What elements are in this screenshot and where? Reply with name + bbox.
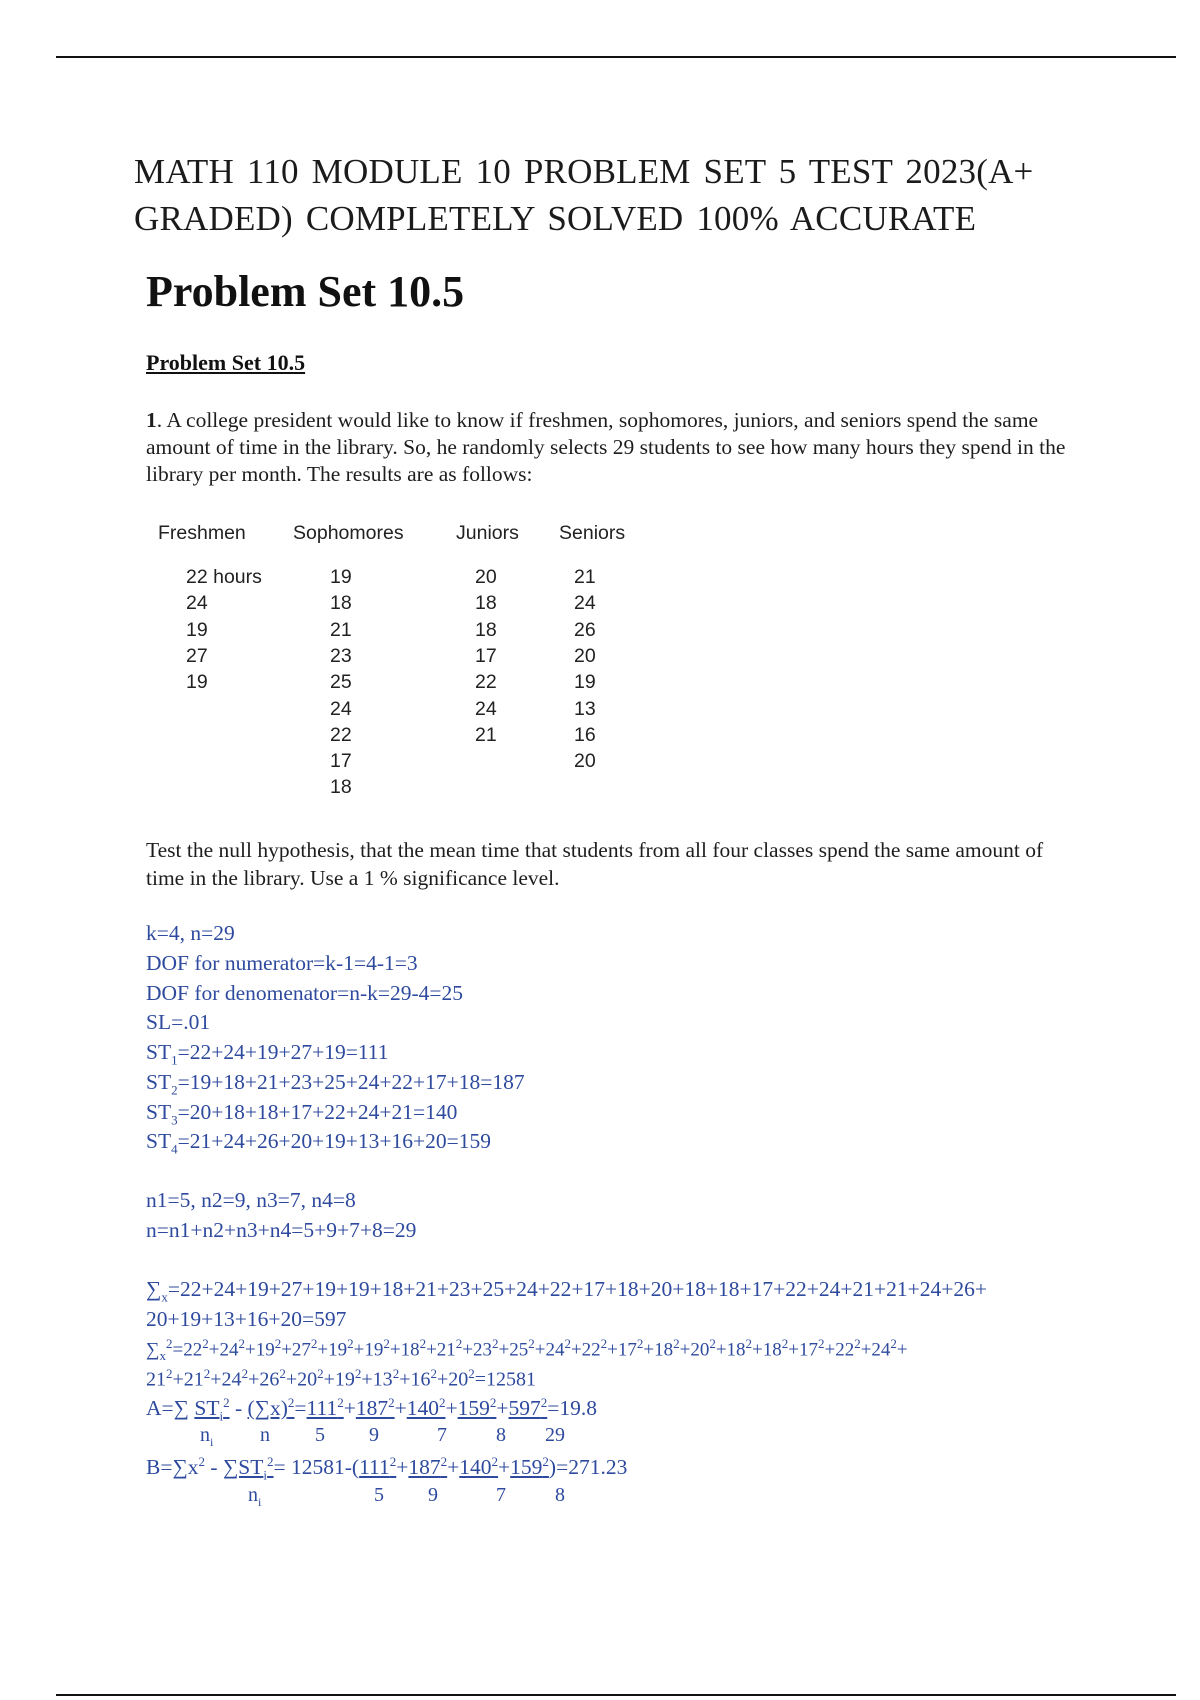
cell-seniors: 13 [574,697,596,720]
dof-denominator-line: DOF for denomenator=n-k=29-4=25 [146,981,464,1005]
top-rule [56,56,1176,58]
cell-freshmen: 19 [186,618,208,641]
a-denom-5: 5 [315,1424,325,1446]
col-header-freshmen: Freshmen [158,522,246,544]
problem-number: 1 [146,408,157,432]
cell-seniors: 16 [574,723,596,746]
a-formula-line: A=∑ $ST_i^2 - (\sum x)^2=111^2+187^2+140^2+159^2+597^2=19.8$ [146,1395,598,1424]
cell-juniors: 20 [475,566,497,588]
st4-line: $ST_4=21+24+26+20+19+13+16+20=159$ [146,1129,491,1157]
document-title: MATH 110 MODULE 10 PROBLEM SET 5 TEST 2023(A+ GRADED) COMPLETELY SOLVED 100% ACCURATE [134,152,1034,238]
sum-x-line-2: 20+19+13+16+20=597 [146,1307,347,1331]
st3-line: $ST_3=20+18+18+17+22+24+21=140$ [146,1100,458,1128]
n-values-line: n1=5, n2=9, n3=7, n4=8 [146,1188,356,1212]
col-header-seniors: Seniors [559,522,626,544]
b-denom-9: 9 [428,1484,438,1506]
dof-numerator-line: DOF for numerator=k-1=4-1=3 [146,951,418,975]
cell-seniors: 20 [574,750,596,773]
section-subheading: Problem Set 10.5 [146,350,306,375]
cell-juniors: 17 [475,644,497,667]
cell-sophomores: 18 [330,592,352,615]
col-header-juniors: Juniors [456,522,519,544]
k-n-line: k=4, n=29 [146,921,235,945]
cell-seniors: 21 [574,566,596,588]
cell-freshmen: 19 [186,671,208,694]
col-header-sophomores: Sophomores [293,522,404,544]
cell-sophomores: 25 [330,671,352,694]
b-denom-7: 7 [496,1484,506,1506]
page-heading: Problem Set 10.5 [146,267,465,316]
question-text: Test the null hypothesis, that the mean time that students from all four classes spend the same amount of time in the library. Use a 1 % significance level. [146,838,1044,890]
cell-seniors: 24 [574,592,596,615]
sum-x2-line: $\sum_x^2=22^2+24^2+19^2+27^2+19^2+19^2+18^2+21^2+23^2+25^2+24^2+22^2+17^2+18^2+20^2+18^2+18^2+17^2+22^2+24^2+$ [146,1336,908,1364]
sum-x2-line-2: $21^2+21^2+24^2+26^2+20^2+19^2+13^2+16^2+20^2=12581$ [146,1366,537,1391]
n-sum-line: n=n1+n2+n3+n4=5+9+7+8=29 [146,1218,417,1242]
cell-sophomores: 23 [330,644,352,667]
cell-seniors: 26 [574,618,596,641]
cell-sophomores: 24 [330,697,352,720]
cell-sophomores: 19 [330,566,352,588]
a-denom-8: 8 [496,1424,506,1446]
cell-juniors: 21 [475,723,497,746]
a-denom-n: n [260,1424,270,1446]
cell-freshmen: 27 [186,644,208,667]
cell-seniors: 20 [574,644,596,667]
significance-line: SL=.01 [146,1010,211,1034]
problem-statement: 1. A college president would like to know if freshmen, sophomores, juniors, and seniors spend the same amount of time in the library. So, he randomly selects 29 students to see how many hours they spend in the library per month. The results are as follows: [146,408,1066,486]
b-formula-line: $B=\sum x^2 - \sum ST_i^2= 12581-(111^2+187^2+140^2+159^2)=271.23$ [146,1454,628,1483]
sum-x-line: $\sum_x=22+24+19+27+19+19+18+21+23+25+24+22+17+18+20+18+18+17+22+24+21+21+24+26+$ [146,1277,987,1305]
st1-line: $ST_1=22+24+19+27+19=111$ [146,1040,389,1068]
cell-sophomores: 22 [330,723,352,746]
cell-sophomores: 17 [330,750,352,773]
bottom-rule [56,1694,1176,1696]
cell-juniors: 18 [475,592,497,615]
a-denom-9: 9 [369,1424,379,1446]
cell-freshmen: 22 hours [186,566,262,588]
b-denom-ni: $n_i$ [248,1484,262,1509]
cell-juniors: 18 [475,618,497,641]
cell-seniors: 19 [574,671,596,694]
a-denom-ni: $n_i$ [200,1424,214,1449]
cell-juniors: 24 [475,697,497,720]
a-denom-7: 7 [437,1424,447,1446]
st2-line: $ST_2=19+18+21+23+25+24+22+17+18=187$ [146,1070,525,1098]
cell-freshmen: 24 [186,592,208,615]
a-denom-29: 29 [545,1424,565,1446]
cell-sophomores: 21 [330,618,352,641]
cell-juniors: 22 [475,671,497,694]
cell-sophomores: 18 [330,776,352,799]
b-denom-8: 8 [555,1484,565,1506]
b-denom-5: 5 [374,1484,384,1506]
